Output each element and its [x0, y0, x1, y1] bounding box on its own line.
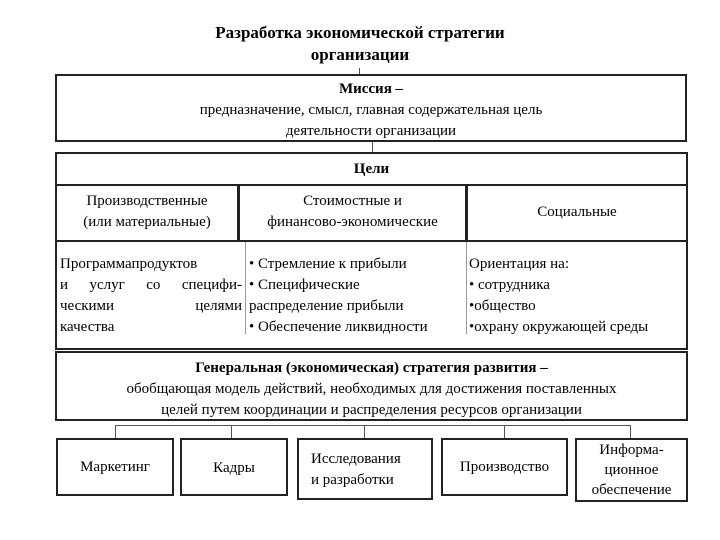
- mission-box: [55, 74, 687, 142]
- title-line-1: Разработка экономической стратегии: [215, 23, 505, 42]
- production-detail-1: Программапродуктов: [60, 256, 198, 272]
- connector-drop-1: [115, 425, 116, 439]
- function-information: [575, 438, 688, 502]
- goal-cost-head-1: Стоимостные и: [303, 193, 402, 209]
- social-detail-4: •охрану окружающей среды: [469, 319, 649, 335]
- cost-detail-4: • Обеспечение ликвидности: [249, 319, 428, 335]
- production-details: [60, 254, 242, 338]
- goals-heading: Цели: [353, 161, 390, 177]
- function-personnel-label: Кадры: [213, 460, 255, 476]
- function-marketing-label: Маркетинг: [80, 459, 150, 475]
- cost-detail-1: • Стремление к прибыли: [249, 256, 407, 272]
- function-research-line-2: и разработки: [311, 472, 394, 488]
- production-detail-2: и услуг со специфи-: [60, 277, 242, 293]
- social-detail-1: Ориентация на:: [469, 256, 569, 272]
- production-detail-4: качества: [60, 319, 115, 335]
- cost-details: [249, 254, 467, 338]
- function-production-label: Производство: [459, 459, 550, 475]
- function-research-line-1: Исследования: [311, 451, 401, 467]
- social-details: [469, 254, 687, 338]
- connector-drop-2: [231, 425, 232, 439]
- social-detail-3: •общество: [469, 298, 536, 314]
- goal-social-head-1: Социальные: [537, 204, 617, 220]
- connector-bus: [115, 425, 631, 426]
- goal-cost-header: [238, 184, 467, 242]
- function-research: [297, 438, 433, 500]
- goal-cost-head-2: финансово-экономические: [267, 214, 438, 230]
- connector-mission-goals: [372, 142, 373, 152]
- goal-production-header: [55, 184, 239, 242]
- goal-production-head-2: (или материальные): [83, 214, 211, 230]
- strategy-box: [55, 351, 688, 421]
- function-information-line-3: обеспечение: [591, 482, 672, 498]
- cost-detail-2: • Специфические: [249, 277, 360, 293]
- strategy-line-1: обобщающая модель действий, необходимых для достижения поставленных: [126, 381, 617, 397]
- strategy-heading: Генеральная (экономическая) стратегия развития –: [195, 360, 548, 376]
- details-separator-1: [245, 242, 246, 334]
- function-marketing: [56, 438, 174, 496]
- title-line-2: организации: [310, 45, 410, 64]
- function-information-line-1: Информа-: [599, 442, 664, 458]
- mission-line-2: деятельности организации: [285, 123, 457, 139]
- mission-line-1: предназначение, смысл, главная содержательная цель: [199, 102, 543, 118]
- production-detail-3: ческими целями: [60, 298, 242, 314]
- function-production: [441, 438, 568, 496]
- function-personnel: [180, 438, 288, 496]
- connector-drop-3: [364, 425, 365, 439]
- cost-detail-3: распределение прибыли: [249, 298, 404, 314]
- diagram-title: [150, 22, 570, 66]
- goal-social-header: [466, 184, 688, 242]
- connector-drop-4: [504, 425, 505, 439]
- connector-drop-5: [630, 425, 631, 439]
- social-detail-2: • сотрудника: [469, 277, 550, 293]
- function-information-line-2: ционное: [604, 462, 659, 478]
- mission-heading: Миссия –: [338, 81, 404, 97]
- goal-production-head-1: Производственные: [86, 193, 208, 209]
- strategy-line-2: целей путем координации и распределения ресурсов организации: [161, 402, 582, 418]
